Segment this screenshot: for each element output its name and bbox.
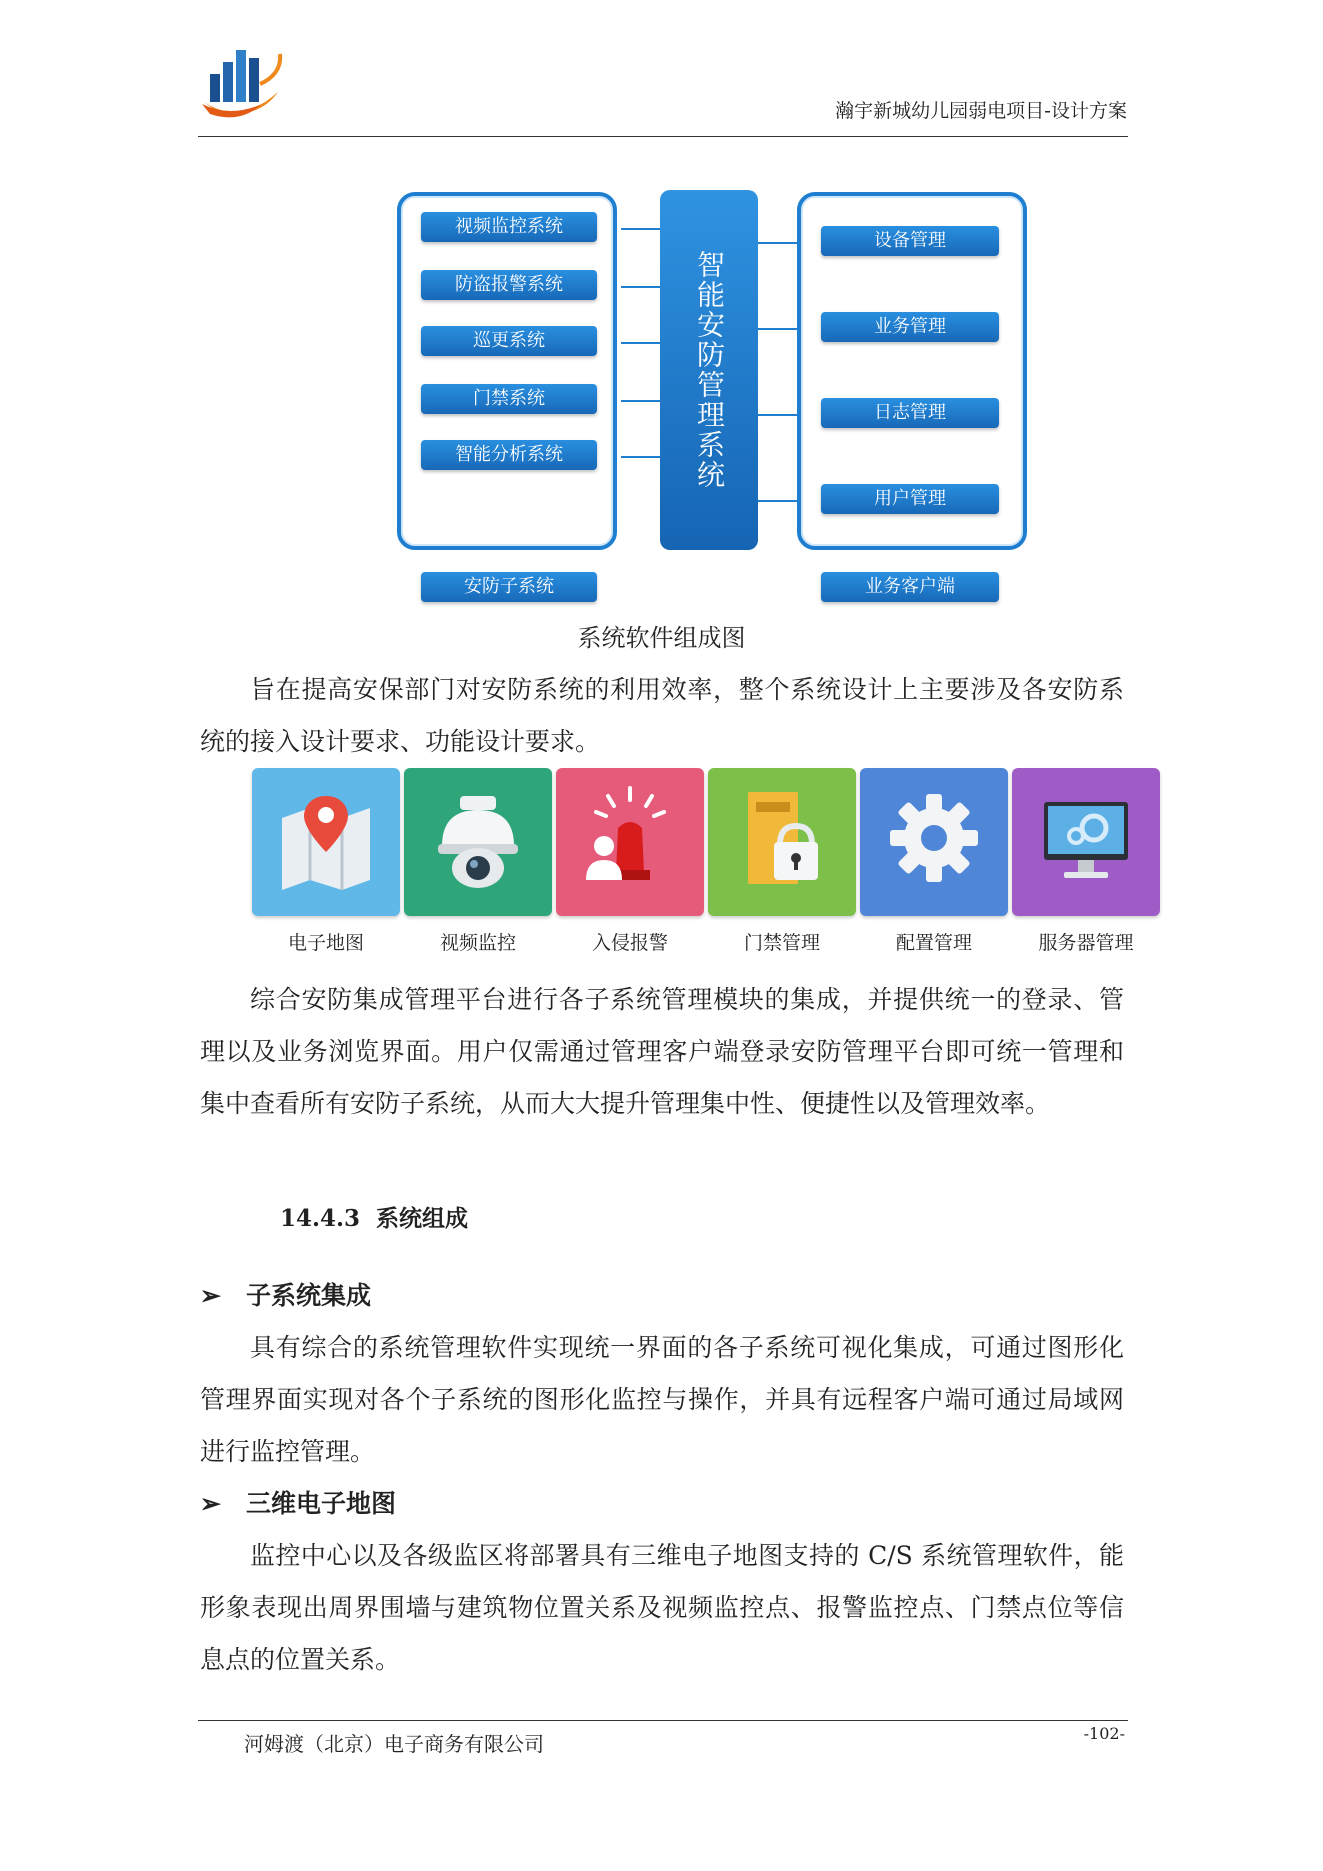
company-logo — [200, 44, 284, 122]
header-divider — [198, 136, 1128, 137]
module-label: 视频监控 — [439, 932, 516, 954]
right-item: 用户管理 — [821, 484, 999, 514]
paragraph-intro: 旨在提高安保部门对安防系统的利用效率，整个系统设计上主要涉及各安防系统的接入设计要求、功能设计要求。 — [200, 675, 1124, 756]
left-footer-label: 安防子系统 — [421, 572, 597, 602]
connector-line — [621, 400, 660, 402]
gear-icon — [860, 768, 1008, 916]
right-item: 日志管理 — [821, 398, 999, 428]
connector-line — [758, 500, 797, 502]
bullet-heading-subsystem — [200, 1276, 371, 1312]
right-item: 设备管理 — [821, 226, 999, 256]
left-item: 防盗报警系统 — [421, 270, 597, 300]
module-item — [708, 768, 856, 955]
right-item: 业务管理 — [821, 312, 999, 342]
connector-line — [621, 342, 660, 344]
connector-line — [621, 228, 660, 230]
section-title: 系统组成 — [376, 1205, 469, 1232]
bullet-title: 子系统集成 — [246, 1281, 372, 1310]
door-lock-icon — [708, 768, 856, 916]
left-item: 门禁系统 — [421, 384, 597, 414]
section-heading — [280, 1200, 468, 1233]
center-system-column — [660, 190, 758, 550]
connector-line — [758, 328, 797, 330]
paragraph-subsystem: 具有综合的系统管理软件实现统一界面的各子系统可视化集成，可通过图形化管理界面实现对各个子系统的图形化监控与操作，并具有远程客户端可通过局域网进行监控管理。 — [200, 1333, 1124, 1466]
section-number: 14.4.3 — [280, 1205, 361, 1232]
left-item: 智能分析系统 — [421, 440, 597, 470]
module-label: 门禁管理 — [743, 932, 820, 954]
dome-camera-icon — [404, 768, 552, 916]
document-header-title: 瀚宇新城幼儿园弱电项目-设计方案 — [835, 100, 1127, 122]
connector-line — [758, 414, 797, 416]
footer-divider — [198, 1720, 1128, 1721]
connector-line — [621, 456, 660, 458]
module-item — [860, 768, 1008, 955]
bullet-arrow-icon: ➢ — [200, 1489, 221, 1518]
left-item: 视频监控系统 — [421, 212, 597, 242]
connector-line — [758, 242, 797, 244]
module-icon-row — [252, 768, 1164, 958]
center-system-label: 智能安防管理系统 — [693, 250, 726, 490]
left-subsystem-panel — [397, 192, 617, 550]
paragraph-platform: 综合安防集成管理平台进行各子系统管理模块的集成，并提供统一的登录、管理以及业务浏览界面。用户仅需通过管理客户端登录安防管理平台即可统一管理和集中查看所有安防子系统，从而大大提升管理集中性、便捷性以及管理效率。 — [200, 985, 1124, 1118]
module-label: 电子地图 — [287, 932, 364, 954]
module-label: 服务器管理 — [1038, 932, 1134, 954]
system-software-diagram — [395, 188, 1025, 608]
module-item — [404, 768, 552, 955]
right-footer-label: 业务客户端 — [821, 572, 999, 602]
module-label: 入侵报警 — [591, 932, 668, 954]
connector-line — [621, 286, 660, 288]
module-item — [556, 768, 704, 955]
page-number: -102- — [1083, 1724, 1125, 1743]
module-item — [1012, 768, 1160, 955]
left-item: 巡更系统 — [421, 326, 597, 356]
bullet-heading-3d-map — [200, 1484, 396, 1520]
footer-company: 河姆渡（北京）电子商务有限公司 — [244, 1732, 544, 1756]
module-label: 配置管理 — [895, 932, 972, 954]
paragraph-3d-map: 监控中心以及各级监区将部署具有三维电子地图支持的 C/S 系统管理软件，能形象表现出周界围墙与建筑物位置关系及视频监控点、报警监控点、门禁点位等信息点的位置关系。 — [200, 1541, 1124, 1674]
bullet-arrow-icon: ➢ — [200, 1281, 221, 1310]
figure-caption: 系统软件组成图 — [577, 624, 746, 652]
map-pin-icon — [252, 768, 400, 916]
bullet-title: 三维电子地图 — [246, 1489, 397, 1518]
module-item — [252, 768, 400, 955]
monitor-gears-icon — [1012, 768, 1160, 916]
alarm-siren-icon — [556, 768, 704, 916]
